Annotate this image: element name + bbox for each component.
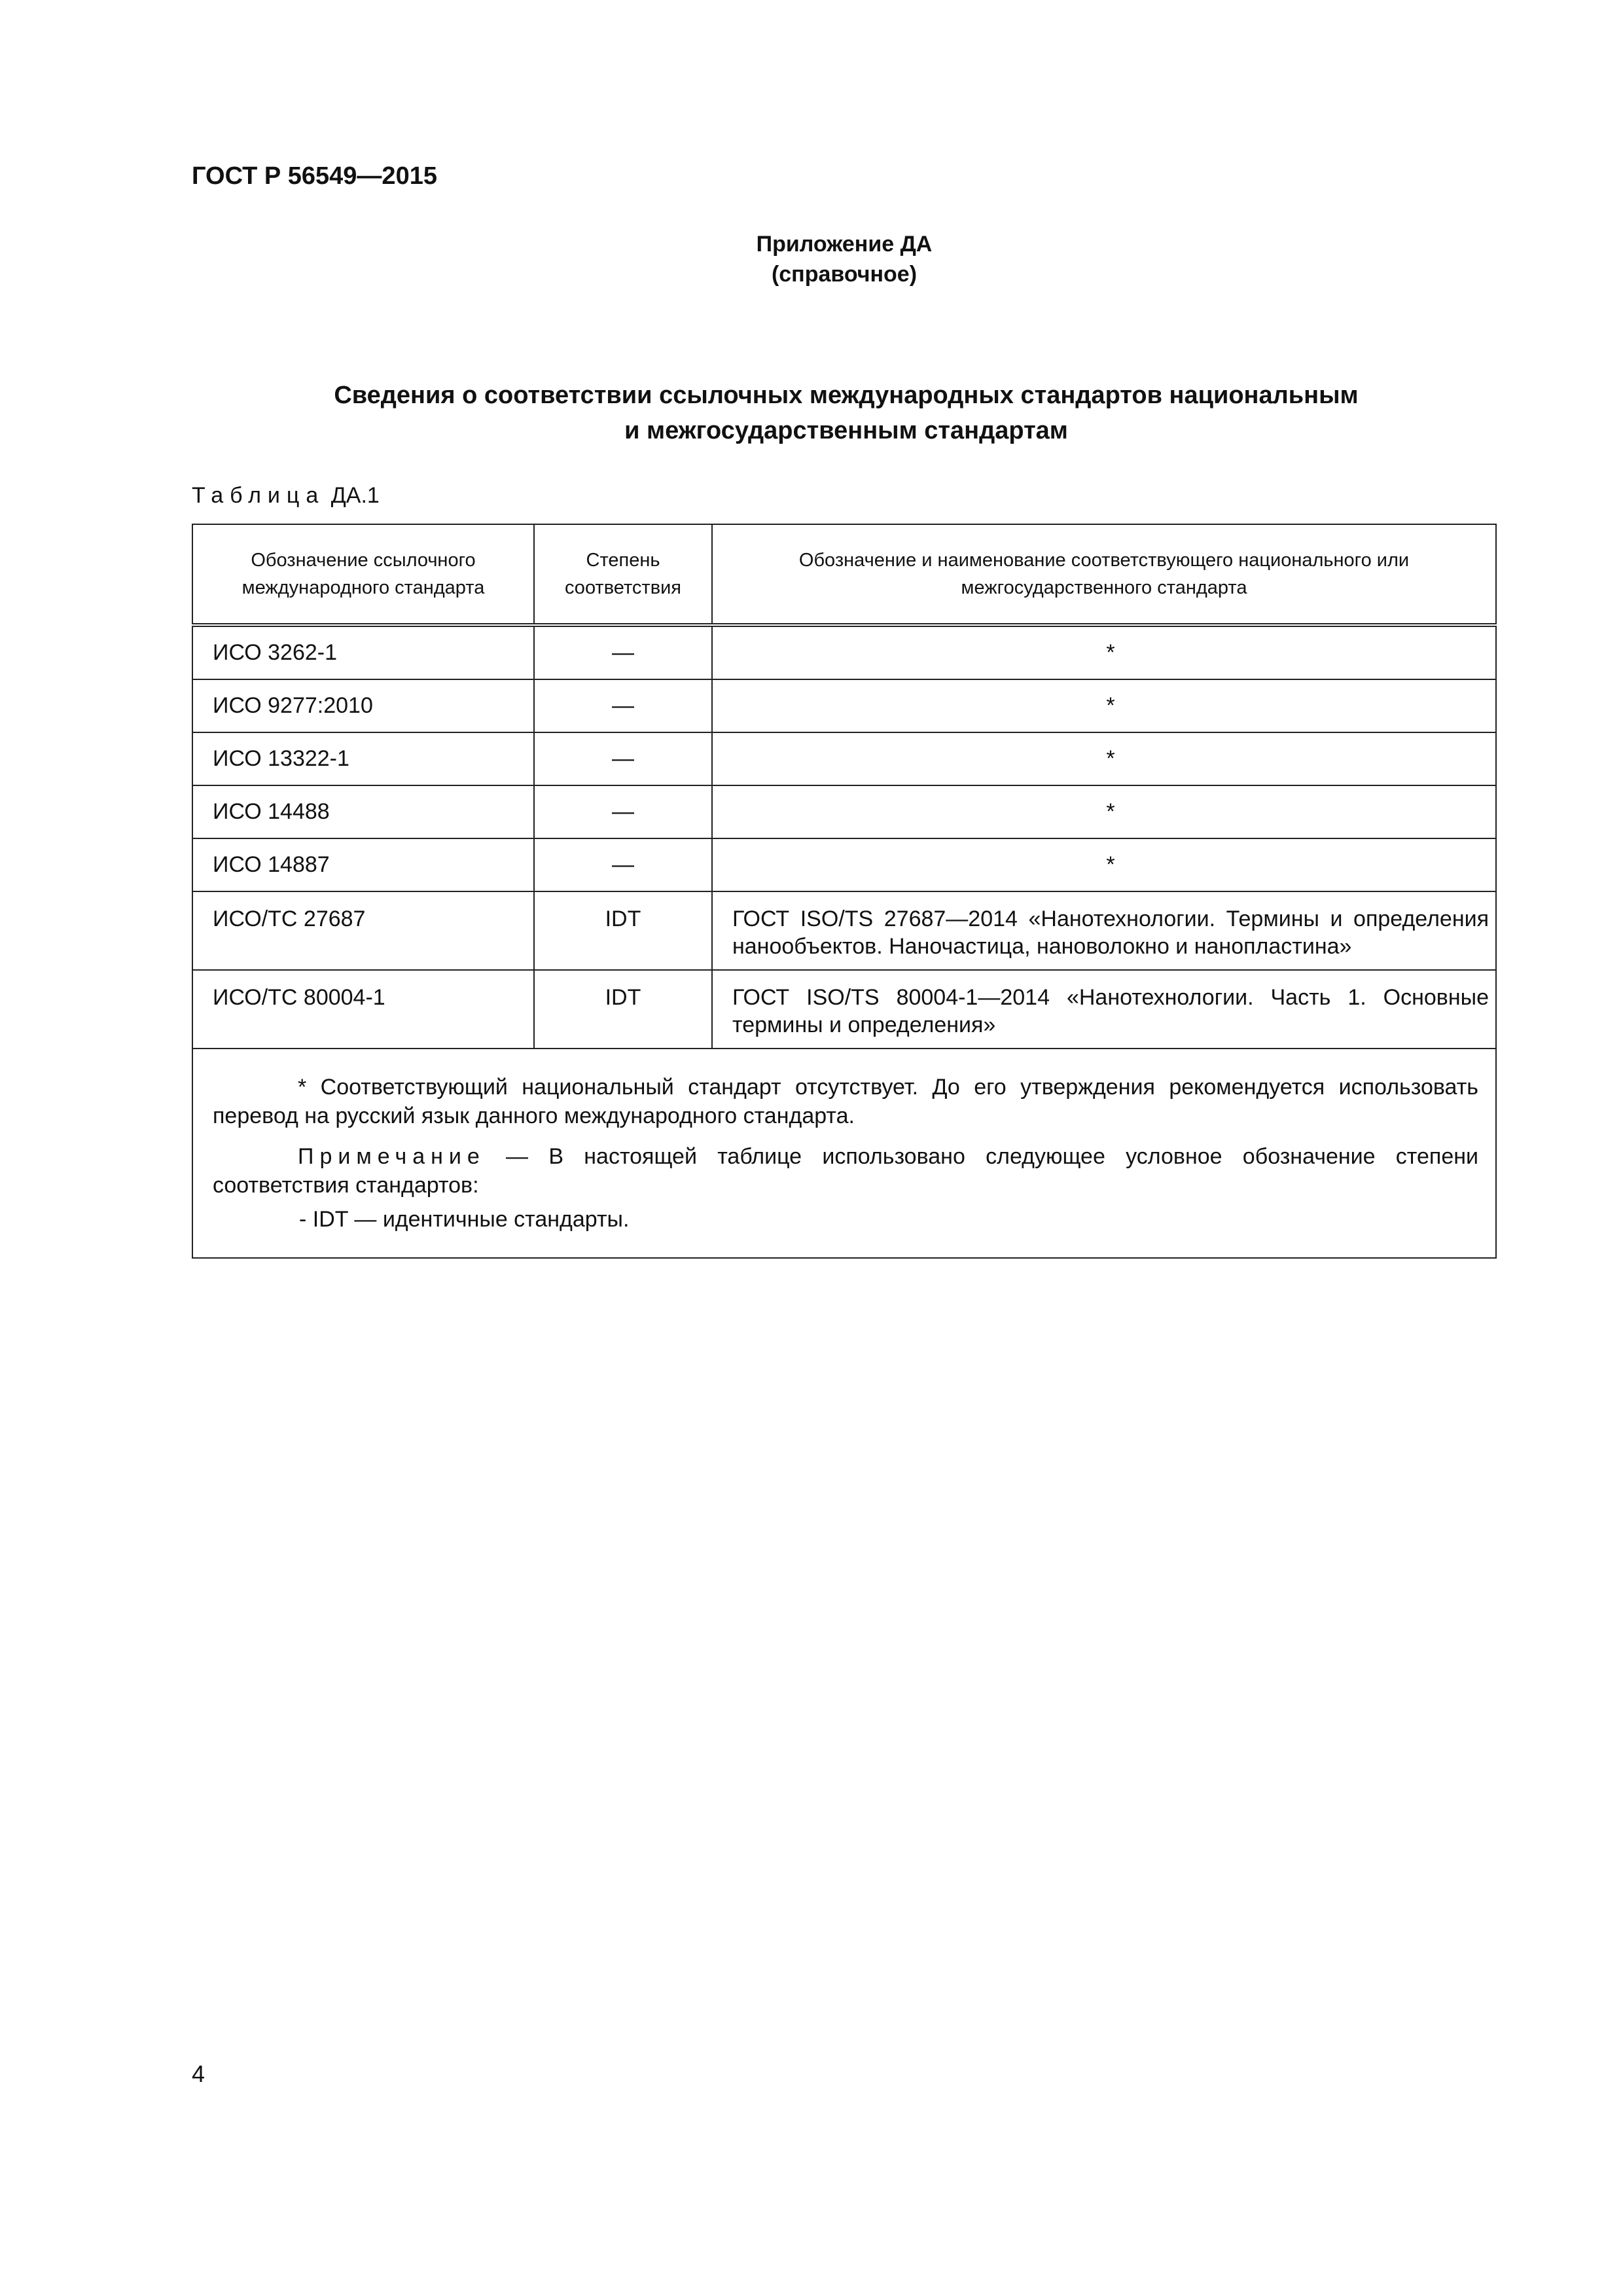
reference-cell: ИСО/ТС 27687 [192, 891, 534, 970]
national-cell [712, 679, 1496, 732]
annex-status: (справочное) [771, 262, 918, 287]
degree-cell: — [534, 679, 712, 732]
national-cell: ГОСТ ISO/TS 27687—2014 «Нанотехнологии. Термины и определения нанообъектов. Наночастица, нановолокно и нанопластина» [712, 891, 1496, 970]
national-cell-text: * [1106, 852, 1115, 877]
note-item: - IDT — идентичные стандарты. [299, 1207, 630, 1232]
national-cell [712, 785, 1496, 838]
reference-cell: ИСО 13322-1 [192, 732, 534, 785]
reference-cell: ИСО 3262-1 [192, 625, 534, 679]
annex-title: Приложение ДА [756, 232, 933, 257]
table-row [192, 891, 1496, 970]
table-notes-row [192, 1049, 1496, 1258]
degree-cell: IDT [534, 970, 712, 1049]
document-code: ГОСТ Р 56549—2015 [192, 162, 437, 190]
table-header-row [192, 524, 1496, 625]
note-text: — В настоящей таблице использовано следующее условное обозначение степени соответствия стандартов: [213, 1144, 1478, 1198]
national-cell [712, 625, 1496, 679]
table-row [192, 970, 1496, 1049]
note [213, 1142, 1478, 1200]
reference-cell: ИСО 14488 [192, 785, 534, 838]
national-cell: ГОСТ ISO/TS 80004-1—2014 «Нанотехнологии. Часть 1. Основные термины и определения» [712, 970, 1496, 1049]
header-reference-standard: Обозначение ссылочного международного стандарта [192, 524, 534, 625]
national-cell-text: * [1106, 799, 1115, 824]
national-cell-text: * [1106, 640, 1115, 665]
table-caption-label: Таблица [192, 483, 325, 508]
national-cell [712, 838, 1496, 891]
table-row [192, 732, 1496, 785]
national-cell [712, 732, 1496, 785]
degree-cell: IDT [534, 891, 712, 970]
standards-correspondence-table [192, 524, 1497, 1259]
section-heading-line-2: и межгосударственным стандартам [624, 417, 1068, 444]
table-caption-number: ДА.1 [325, 483, 380, 508]
reference-cell: ИСО 14887 [192, 838, 534, 891]
reference-cell: ИСО/ТС 80004-1 [192, 970, 534, 1049]
table-notes-cell [192, 1049, 1496, 1258]
table-caption [192, 483, 380, 509]
section-heading-line-1: Сведения о соответствии ссылочных международных стандартов национальным [334, 382, 1359, 409]
degree-cell: — [534, 732, 712, 785]
table-row [192, 838, 1496, 891]
national-cell-text: * [1106, 693, 1115, 718]
header-national-standard: Обозначение и наименование соответствующего национального или межгосударственного стандарта [712, 524, 1496, 625]
degree-cell: — [534, 625, 712, 679]
page-number: 4 [192, 2060, 205, 2087]
table-row [192, 679, 1496, 732]
table-row [192, 785, 1496, 838]
degree-cell: — [534, 785, 712, 838]
header-degree: Степень соответствия [534, 524, 712, 625]
reference-cell: ИСО 9277:2010 [192, 679, 534, 732]
note-label: Примечание [298, 1144, 486, 1169]
degree-cell: — [534, 838, 712, 891]
footnote: * Соответствующий национальный стандарт отсутствует. До его утверждения рекомендуется использовать перевод на русский язык данного международного стандарта. [213, 1075, 1478, 1128]
national-cell-text: * [1106, 746, 1115, 771]
table-row [192, 625, 1496, 679]
